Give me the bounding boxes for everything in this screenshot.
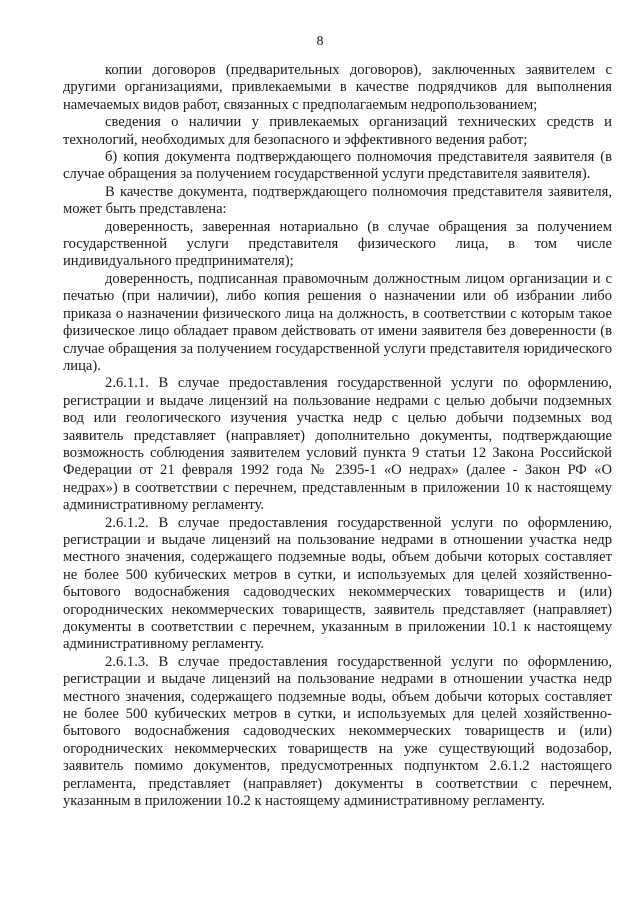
paragraph-contract-copies: копии договоров (предварительных договоров), заключенных заявителем с другими организациями, привлекаемыми в качестве подрядчиков для выполнения намечаемых видов работ, связанных с предполагаемым недропользованием; <box>63 62 612 113</box>
paragraph-section-2-6-1-3: 2.6.1.3. В случае предоставления государственной услуги по оформлению, регистрации и выдаче лицензий на пользование недрами в отношении участка недр местного значения, содержащего подземные воды, объем добычи которых составляет не более 500 кубических метров в сутки, и используемых для целей хозяйственно-бытового водоснабжения садоводческих некоммерческих товариществ и (или) огороднических некоммерческих товариществ на уже существующий водозабор, заявитель помимо документов, предусмотренных подпунктом 2.6.1.2 настоящего регламента, представляет (направляет) документы в соответствии с перечнем, указанным в приложении 10.2 к настоящему административному регламенту. <box>63 653 612 810</box>
paragraph-signed-power-of-attorney: доверенность, подписанная правомочным должностным лицом организации и с печатью (при наличии), либо копия решения о назначении или об избрании либо приказа о назначении физического лица на должность, в соответствии с которым такое физическое лицо обладает правом действовать от имени заявителя без доверенности (в случае обращения за получением государственной услуги представителя юридического лица). <box>63 270 612 374</box>
page-number: 8 <box>316 34 324 49</box>
paragraph-technical-means: сведения о наличии у привлекаемых организаций технических средств и технологий, необходимых для безопасного и эффективного ведения работ; <box>63 114 612 148</box>
document-body <box>63 62 612 810</box>
paragraph-authority-document: б) копия документа подтверждающего полномочия представителя заявителя (в случае обращения за получением государственной услуги представителя заявителя). <box>63 149 612 183</box>
paragraph-notarized-power-of-attorney: доверенность, заверенная нотариально (в случае обращения за получением государственной услуги представителя физического лица, в том числе индивидуального предпринимателя); <box>63 218 612 270</box>
paragraph-section-2-6-1-2: 2.6.1.2. В случае предоставления государственной услуги по оформлению, регистрации и выдаче лицензий на пользование недрами в отношении участка недр местного значения, содержащего подземные воды, объем добычи которых составляет не более 500 кубических метров в сутки, и используемых для целей хозяйственно-бытового водоснабжения садоводческих некоммерческих товариществ и (или) огороднических некоммерческих товариществ, заявитель представляет (направляет) документы в соответствии с перечнем, указанным в приложении 10.1 к настоящему административному регламенту. <box>63 514 612 653</box>
paragraph-authority-intro: В качестве документа, подтверждающего полномочия представителя заявителя, может быть представлена: <box>63 183 612 218</box>
paragraph-section-2-6-1-1: 2.6.1.1. В случае предоставления государственной услуги по оформлению, регистрации и выдаче лицензий на пользование недрами с целью добычи подземных вод или геологического изучения участка недр с целью добычи подземных вод заявитель представляет (направляет) дополнительно документы, подтверждающие возможность соблюдения заявителем условий пункта 9 статьи 12 Закона Российской Федерации от 21 февраля 1992 года № 2395-1 «О недрах» (далее - Закон РФ «О недрах») в соответствии с перечнем, представленным в приложении 10 к настоящему административному регламенту. <box>63 375 612 514</box>
